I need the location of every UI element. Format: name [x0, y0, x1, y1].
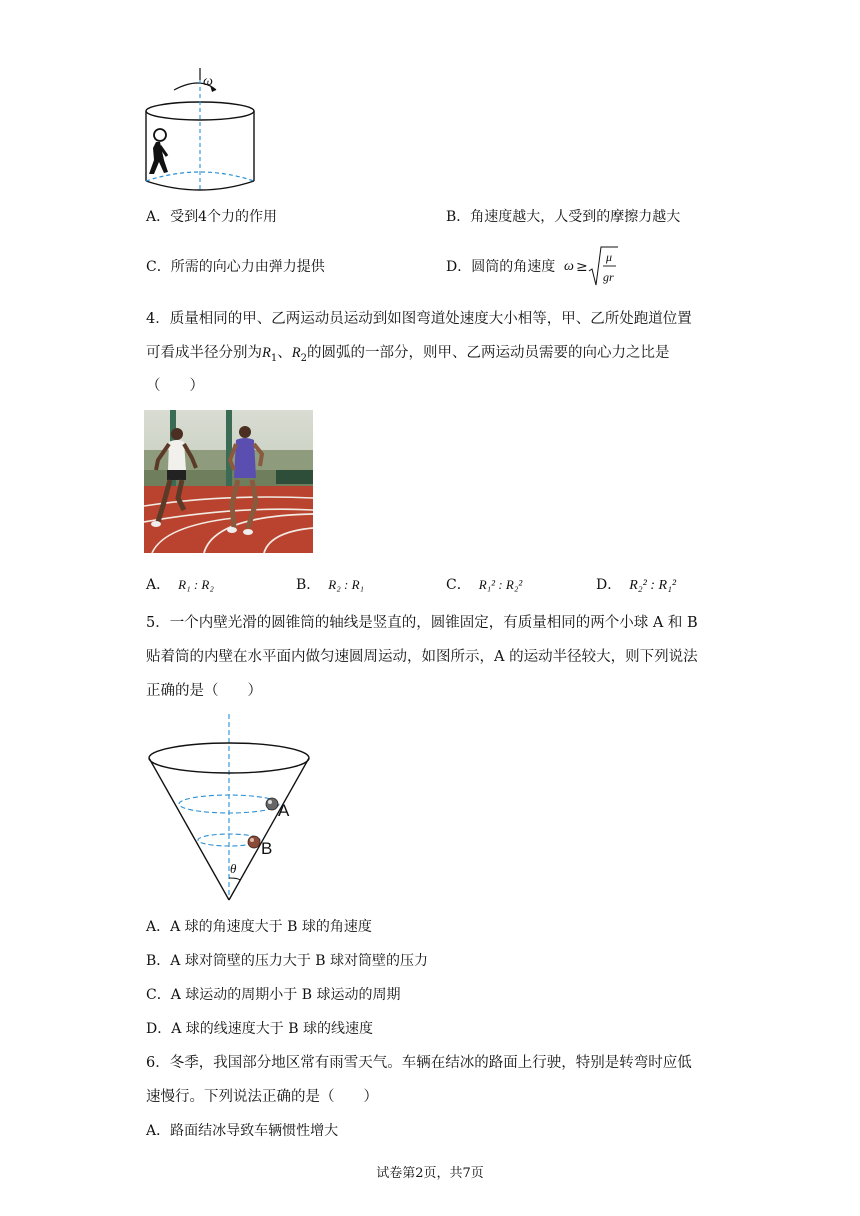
separator: 、 [277, 345, 292, 361]
ball-a-icon [266, 798, 278, 810]
q5-stem-line2: 贴着筒的内壁在水平面内做匀速圆周运动，如图所示，A 的运动半径较大，则下列说法 [146, 649, 698, 665]
r1-symbol: R [262, 345, 271, 361]
gr-denominator: gr [603, 270, 614, 284]
option-label: C． [446, 577, 471, 593]
geq-symbol: ≥ [576, 259, 588, 275]
q4-option-a[interactable] [146, 575, 214, 595]
q4-stem-line2 [146, 343, 669, 369]
q3-option-b[interactable]: B．角速度越大，人受到的摩擦力越大 [446, 209, 681, 225]
q4-option-c[interactable] [446, 575, 522, 595]
r2-sub: 2 [300, 352, 307, 364]
ball-b-icon [248, 836, 260, 848]
q5-option-d[interactable]: D．A 球的线速度大于 B 球的线速度 [146, 1021, 373, 1037]
option-label: A． [146, 577, 171, 593]
option-label: B． [296, 577, 321, 593]
q3-option-c[interactable]: C．所需的向心力由弹力提供 [146, 259, 325, 275]
q5-option-c[interactable]: C．A 球运动的周期小于 B 球运动的周期 [146, 987, 401, 1003]
person-icon [149, 129, 168, 174]
cone-figure [144, 714, 314, 904]
q5-stem-line3: 正确的是（ ） [146, 683, 262, 699]
label-b: B [261, 839, 273, 858]
q4-option-d[interactable] [596, 575, 676, 596]
omega-label: ω [203, 74, 213, 89]
option-value: R₂ : R₁ [328, 577, 365, 592]
option-label: D． [596, 577, 622, 593]
rotating-cylinder-figure [140, 68, 270, 198]
q6-stem-line1: 6．冬季，我国部分地区常有雨雪天气。车辆在结冰的路面上行驶，特别是转弯时应低 [146, 1055, 692, 1071]
option-value: R₂² : R₁² [629, 578, 677, 593]
q3-option-d-prefix: D．圆筒的角速度 [446, 259, 556, 275]
q3-option-a[interactable]: A．受到4个力的作用 [146, 209, 278, 225]
q4-stem-line1: 4．质量相同的甲、乙两运动员运动到如图弯道处速度大小相等，甲、乙所处跑道位置 [146, 311, 692, 327]
omega-symbol: ω [564, 259, 574, 274]
q5-stem-line1: 5．一个内壁光滑的圆锥筒的轴线是竖直的，圆锥固定，有质量相同的两个小球 A 和 B [146, 615, 698, 631]
r2-symbol: R [291, 345, 301, 361]
mu-numerator: μ [606, 250, 613, 264]
r1-sub: 1 [270, 352, 278, 364]
label-a: A [278, 801, 290, 820]
q6-stem-line2: 速慢行。下列说法正确的是（ ） [146, 1089, 378, 1105]
q4-text: 的圆弧的一部分，则甲、乙两运动员需要的向心力之比是 [306, 345, 670, 361]
q5-option-a[interactable]: A．A 球的角速度大于 B 球的角速度 [146, 919, 372, 935]
runners-photo [144, 410, 313, 553]
label-theta: θ [230, 861, 237, 876]
q4-text: 可看成半径分别为 [146, 345, 262, 361]
page-footer: 试卷第2页，共7页 [376, 1166, 484, 1181]
option-value: R₁ : R₂ [178, 577, 214, 592]
q4-option-b[interactable] [296, 575, 364, 595]
q5-option-b[interactable]: B．A 球对筒壁的压力大于 B 球对筒壁的压力 [146, 953, 429, 969]
q6-option-a[interactable]: A．路面结冰导致车辆惯性增大 [146, 1123, 339, 1139]
q4-answer-paren: （ ） [146, 378, 204, 394]
option-value: R₁² : R₂² [478, 577, 523, 592]
